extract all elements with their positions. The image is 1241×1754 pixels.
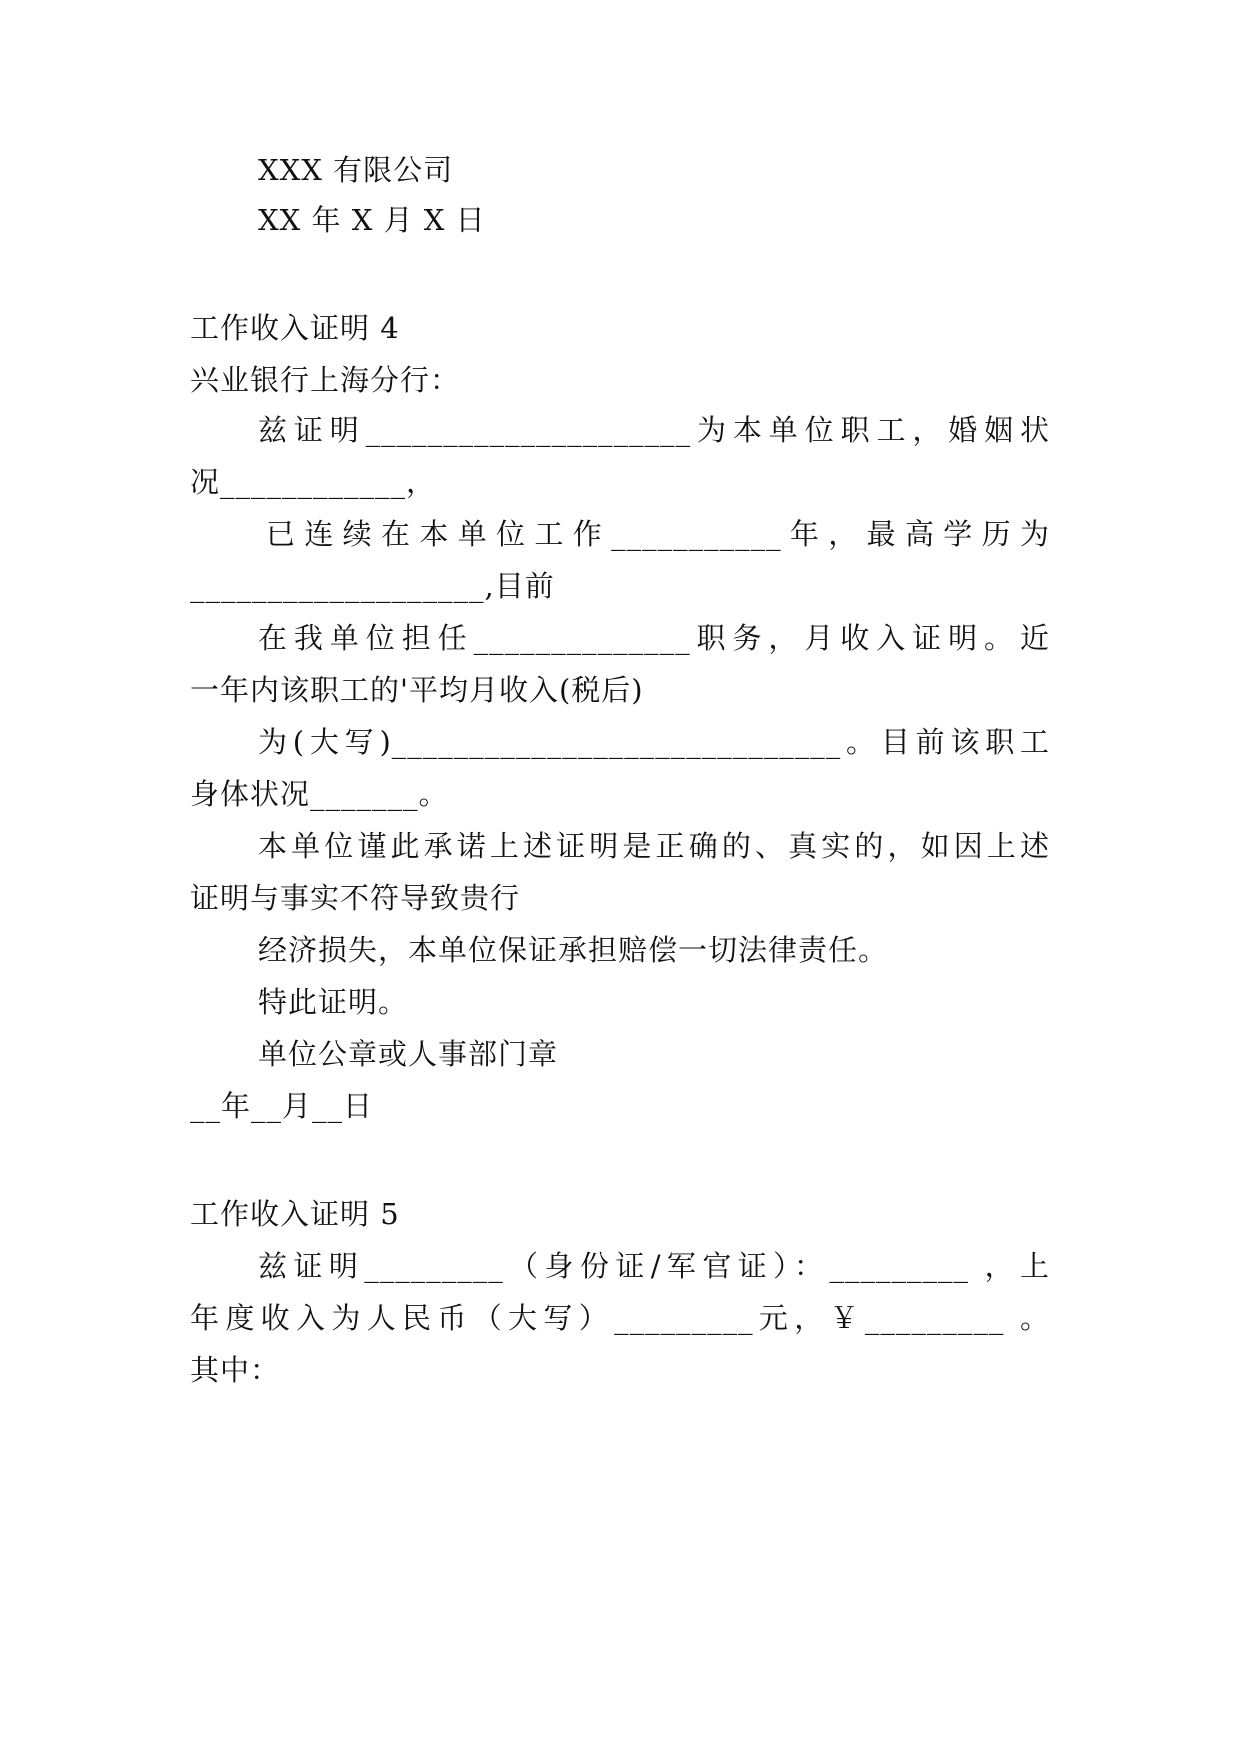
seal-label: 单位公章或人事部门章 — [258, 1037, 559, 1071]
paragraph-line: ___________________,目前 — [190, 569, 555, 603]
issue-date: XX 年 X 月 X 日 — [258, 203, 486, 237]
paragraph-line: 兹证明_____________________为本单位职工，婚姻状 — [258, 413, 1050, 447]
paragraph-line: 经济损失，本单位保证承担赔偿一切法律责任。 — [258, 933, 889, 967]
closing-statement: 特此证明。 — [258, 985, 409, 1019]
paragraph-line: 在我单位担任______________职务，月收入证明。近 — [258, 621, 1050, 655]
paragraph-line: 兹证明_________（身份证/军官证）：_________ ，上 — [258, 1249, 1050, 1283]
paragraph-line: 已连续在本单位工作___________年，最高学历为 — [266, 517, 1050, 551]
paragraph-line: 为(大写)_____________________________。目前该职工 — [258, 725, 1050, 759]
paragraph-line: 本单位谨此承诺上述证明是正确的、真实的，如因上述 — [258, 829, 1050, 863]
paragraph-line: 证明与事实不符导致贵行 — [190, 881, 521, 915]
date-blank: __年__月__日 — [190, 1089, 374, 1123]
paragraph-line: 身体状况_______。 — [190, 777, 449, 811]
addressee: 兴业银行上海分行： — [190, 363, 461, 397]
section-title-5: 工作收入证明 5 — [190, 1197, 400, 1231]
section-title-4: 工作收入证明 4 — [190, 311, 400, 345]
paragraph-line: 年度收入为人民币（大写）_________元，￥_________ 。 — [190, 1301, 1050, 1335]
paragraph-line: 其中： — [190, 1353, 281, 1387]
company-name: XXX 有限公司 — [258, 153, 454, 187]
paragraph-line: 一年内该职工的'平均月收入(税后) — [190, 673, 644, 707]
paragraph-line: 况____________， — [190, 465, 437, 499]
